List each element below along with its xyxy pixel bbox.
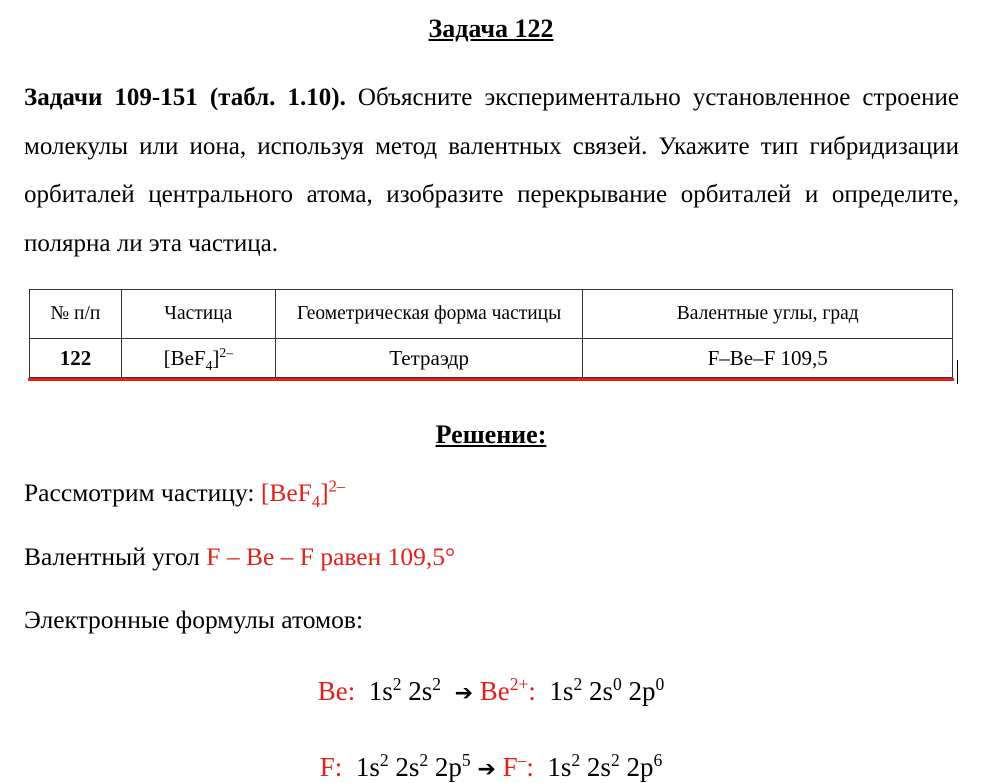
red-underline-divider xyxy=(28,378,954,381)
text-cursor xyxy=(957,360,958,384)
cell-angles: F–Be–F 109,5 xyxy=(583,339,953,378)
task-text: Объясните экспериментально установленное строение молекулы или иона, используя метод валентных связей. Укажите тип гибридизации орбиталей центрального атома, изобразите перекрывание орбиталей и определите, полярна ли эта частица. xyxy=(24,84,960,257)
consider-particle-line: Рассмотрим частицу: $[BeF_4]^{2-}$ xyxy=(24,476,346,512)
cell-shape: Тетраэдр xyxy=(275,339,583,378)
cell-particle: $[BeF_4]^{2-}$ xyxy=(121,339,275,378)
task-reference: Задачи 109-151 (табл. 1.10). xyxy=(24,84,346,111)
table-row xyxy=(30,339,953,378)
f-electron-config: F: $1s^2$ $2s^2$ $2p^5$ ➔ F–: $1s^2$ $2s^2$ $2p^6$ xyxy=(319,750,663,782)
task-statement xyxy=(24,74,959,268)
cell-number: 122 xyxy=(30,339,122,378)
particle-table xyxy=(29,289,953,378)
solution-heading: Решение: xyxy=(435,420,547,449)
valence-angle-value: F – Be – F равен 109,5° xyxy=(206,542,456,571)
particle-formula: $[BeF_4]^{2-}$ xyxy=(260,476,346,512)
arrow-icon: ➔ xyxy=(454,681,473,706)
valence-angle-line: Валентный угол F – Be – F равен 109,5° xyxy=(24,542,456,571)
header-angles: Валентные углы, град xyxy=(583,290,953,339)
be-electron-config: Be: $1s^2$ $2s^2$ ➔ $Be^{2+}$: $1s^2$ $2s^0$ $2p^0$ xyxy=(317,674,665,706)
electron-formulas-heading: Электронные формулы атомов: xyxy=(24,605,364,634)
header-shape: Геометрическая форма частицы xyxy=(275,290,583,339)
table-header-row xyxy=(30,290,953,339)
task-title: Задача 122 xyxy=(428,14,554,43)
header-particle: Частица xyxy=(121,290,275,339)
arrow-icon: ➔ xyxy=(477,757,496,782)
header-number: № п/п xyxy=(30,290,122,339)
